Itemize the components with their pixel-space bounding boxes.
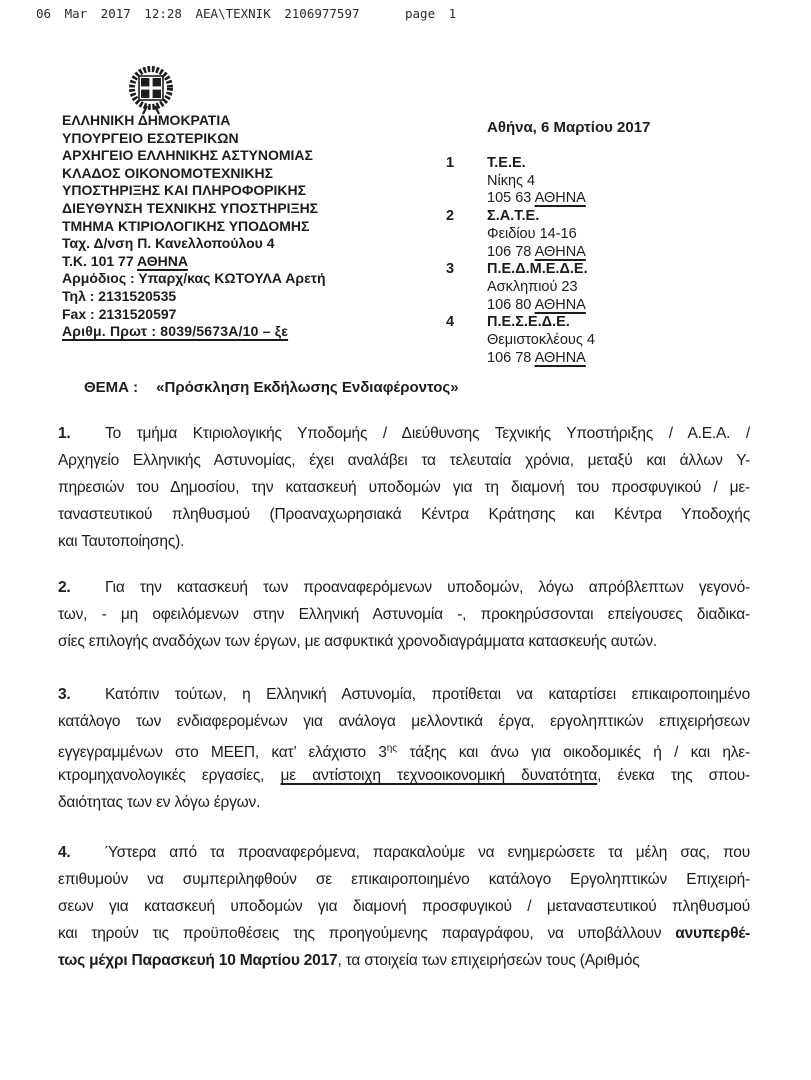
body-line-text: , τα στοιχεία των επιχειρήσεών τους (Αριθμός [337,952,640,969]
body-line-text: Για την κατασκευή των προαναφερόμενων υποδομών, λόγω απρόβλεπτων γεγονό- [105,579,750,596]
body-line: πηρεσιών του Δημοσίου, την κατασκευή υποδομών για τη διαμονή του προσφυγικού / με- [58,479,750,496]
body-line [58,681,750,708]
paragraph-3 [58,681,750,816]
recipient-name: Τ.Ε.Ε. [487,155,526,171]
letterhead-address-line: Ταχ. Δ/νση Π. Κανελλοπούλου 4 [62,235,275,252]
body-line [58,947,750,974]
recipient-street: Φειδίου 14-16 [487,225,577,242]
recipients-list [446,155,595,367]
letterhead-line: ΚΛΑΔΟΣ ΟΙΚΟΝΟΜΟΤΕΧΝΙΚΗΣ [62,164,273,181]
recipient-street: Ασκληπιού 23 [487,278,578,295]
recipient-item [446,261,595,314]
recipient-city: ΑΘΗΝΑ [534,243,586,260]
body-line-text: Κατόπιν τούτων, η Ελληνική Αστυνομία, προτίθεται να καταρτίσει επικαιροποιημένο [105,686,750,703]
body-line-text: τάξης και άνω για οικοδομικές ή / και ηλε- [397,744,750,761]
postal-city: ΑΘΗΝΑ [136,252,188,269]
ordinal-superscript: ης [386,743,398,754]
letterhead-line: ΕΛΛΗΝΙΚΗ ΔΗΜΟΚΡΑΤΙΑ [62,112,231,128]
recipient-name: Π.Ε.Σ.Ε.Δ.Ε. [487,314,570,331]
recipient-street: Νίκης 4 [487,172,536,189]
body-line: Αρχηγείο Ελληνικής Αστυνομίας, έχει αναλάβει τα τελευταία χρόνια, μεταξύ και άλλων Υ- [58,452,750,469]
body-line: ταναστευτικού πληθυσμού (Προαναχωρησιακά Κέντρα Κράτησης και Κέντρα Υποδοχής [58,506,750,523]
recipient-details [487,208,586,261]
letterhead-line: ΔΙΕΥΘΥΝΣΗ ΤΕΧΝΙΚΗΣ ΥΠΟΣΤΗΡΙΞΗΣ [62,199,319,216]
letterhead-contact-person: Αρμόδιος : Υπαρχ/κας ΚΩΤΟΥΛΑ Αρετή [62,270,326,287]
recipient-city-line [487,297,588,315]
postal-code: Τ.Κ. 101 77 [62,252,137,269]
letterhead [62,112,326,341]
fax-timestamp: 06 Mar 2017 12:28 AEA\TEXNIK 2106977597 [36,6,360,21]
recipient-city-line [487,350,595,368]
greek-national-emblem-icon [126,64,176,116]
body-line [58,420,750,447]
body-line: επιθυμούν να συμπεριληφθούν σε επικαιροποιημένο κατάλογο Εργοληπτικών Επιχειρή- [58,871,750,888]
letterhead-line: ΥΠΟΣΤΗΡΙΞΗΣ ΚΑΙ ΠΛΗΡΟΦΟΡΙΚΗΣ [62,182,307,199]
body-line-text: Το τμήμα Κτιριολογικής Υποδομής / Διεύθυνσης Τεχνικής Υποστήριξης / Α.Ε.Α. / [105,425,750,442]
recipient-details [487,155,586,208]
paragraph-4 [58,839,750,974]
paragraph-number: 3. [58,686,71,703]
body-line-text: Ύστερα από τα προαναφερόμενα, παρακαλούμε να ενημερώσετε τα μέλη σας, που [105,844,750,861]
recipient-city: ΑΘΗΝΑ [534,349,586,366]
body-line [58,735,750,762]
recipient-number: 4 [446,314,455,331]
recipient-city-line [487,244,586,262]
body-line [58,920,750,947]
body-line: κατάλογο των ενδιαφερομένων για ανάλογα μελλοντικά έργα, εργοληπτικών επιχειρήσεων [58,713,750,730]
protocol-number: Αριθμ. Πρωτ : 8039/5673Α/10 – ξε [62,323,289,340]
fax-page-number: page 1 [405,6,457,21]
body-line: των, - μη οφειλόμενων στην Ελληνική Αστυνομία -, προκηρύσσονται επείγουσες διαδικα- [58,606,750,623]
fax-header [36,6,776,22]
letterhead-line: ΑΡΧΗΓΕΙΟ ΕΛΛΗΝΙΚΗΣ ΑΣΤΥΝΟΜΙΑΣ [62,147,313,164]
letterhead-phone: Τηλ : 2131520535 [62,287,177,304]
recipient-item [446,155,595,208]
paragraph-number: 2. [58,579,71,596]
letterhead-fax: Fax : 2131520597 [62,305,177,322]
paragraph-1 [58,420,750,555]
recipient-city-line [487,190,586,208]
underlined-phrase: με αντίστοιχη τεχνοοικονομική δυνατότητα [280,767,598,784]
recipient-item [446,208,595,261]
recipient-postal: 106 78 [487,243,535,260]
body-line-text: και τηρούν τις προϋποθέσεις της προηγούμενης παραγράφου, να υποβάλλουν [58,925,676,942]
body-line: δαιότητας των εν λόγω έργων. [58,794,261,811]
recipient-item [446,314,595,367]
subject-line [84,379,459,396]
recipient-street: Θεμιστοκλέους 4 [487,332,595,349]
letterhead-postal-line [62,253,326,271]
recipient-name: Π.Ε.Δ.Μ.Ε.Δ.Ε. [487,261,588,278]
body-line-text: κτρομηχανολογικές εργασίες, [58,767,281,784]
subject-label: ΘΕΜΑ : [84,379,139,396]
recipient-number: 1 [446,155,455,171]
recipient-details [487,314,595,367]
body-line: και Ταυτοποίησης). [58,533,185,550]
body-line-text: , ένεκα της σπου- [597,767,750,784]
recipient-postal: 105 63 [487,190,535,207]
paragraph-number: 1. [58,425,71,442]
paragraph-2 [58,574,750,655]
deadline-emphasis: ανυπερθέ- [675,925,750,942]
body-line [58,574,750,601]
letterhead-line: ΤΜΗΜΑ ΚΤΙΡΙΟΛΟΓΙΚΗΣ ΥΠΟΔΟΜΗΣ [62,217,310,234]
recipient-name: Σ.Α.Τ.Ε. [487,208,540,225]
body-line: σεων για κατασκευή υποδομών για διαμονή προσφυγικού / μεταναστευτικού πληθυσμού [58,898,750,915]
recipient-number: 3 [446,261,455,278]
recipient-postal: 106 78 [487,349,535,366]
body-line: σίες επιλογής αναδόχων των έργων, με ασφυκτικά χρονοδιαγράμματα κατασκευής αυτών. [58,633,658,650]
deadline-emphasis: τως μέχρι Παρασκευή 10 Μαρτίου 2017 [58,952,338,969]
paragraph-number: 4. [58,844,71,861]
recipient-city: ΑΘΗΝΑ [534,190,586,207]
recipient-details [487,261,588,314]
body-line [58,839,750,866]
body-line [58,762,750,789]
recipient-city: ΑΘΗΝΑ [534,296,586,313]
subject-text: «Πρόσκληση Εκδήλωσης Ενδιαφέροντος» [156,379,459,396]
letterhead-line: ΥΠΟΥΡΓΕΙΟ ΕΣΩΤΕΡΙΚΩΝ [62,129,239,146]
date-line: Αθήνα, 6 Μαρτίου 2017 [487,119,651,136]
recipient-number: 2 [446,208,455,225]
recipient-postal: 106 80 [487,296,535,313]
body-line-text: εγγεγραμμένων στο ΜΕΕΠ, κατ’ ελάχιστο 3 [58,744,387,761]
